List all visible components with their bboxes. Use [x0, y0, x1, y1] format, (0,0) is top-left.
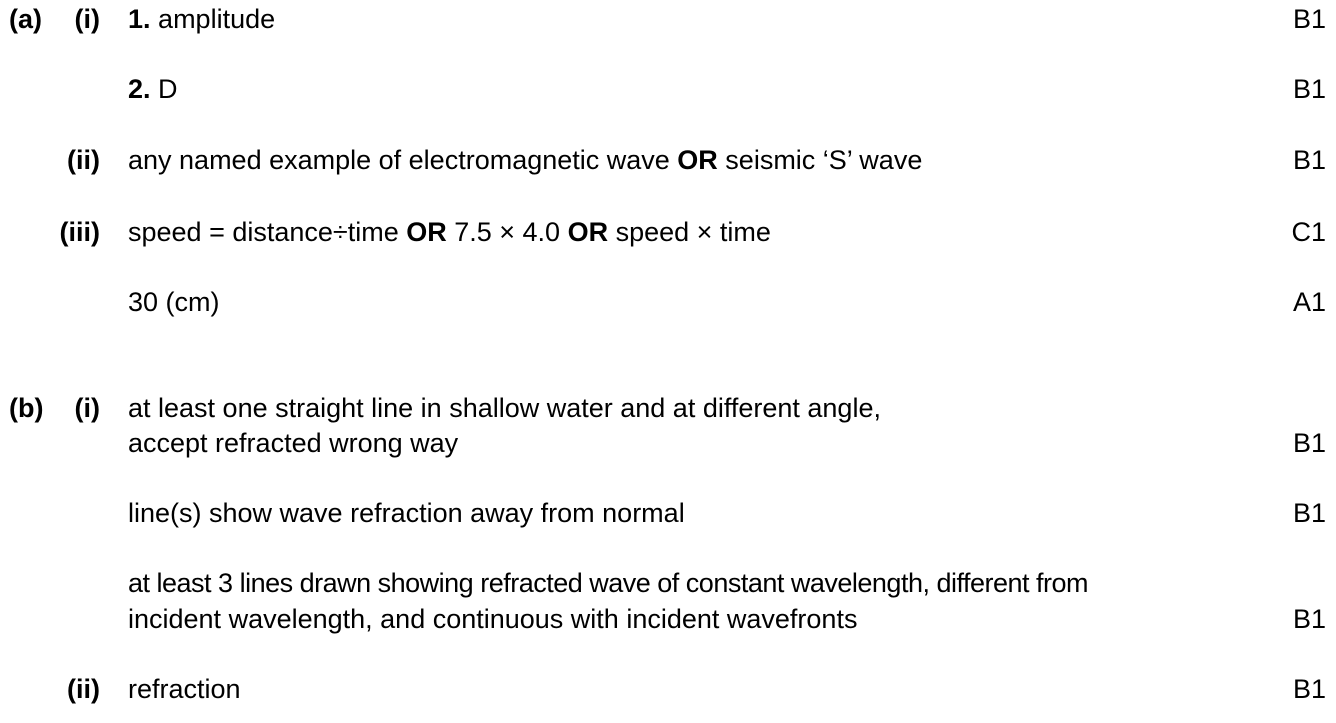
answer-value: 30 (cm): [128, 287, 220, 317]
row-b-ii: [0, 672, 1336, 707]
answer-value: amplitude: [158, 4, 276, 34]
row-b-i-1: [0, 391, 1336, 426]
row-b-i-1-cont: [0, 426, 1336, 461]
subpart-label-iii: (iii): [59, 217, 100, 247]
answer-text: [128, 72, 178, 107]
mark-code: B1: [1292, 498, 1326, 528]
item-number: 2.: [128, 74, 151, 104]
mark-code: A1: [1292, 287, 1326, 317]
row-a-i-2: [0, 72, 1336, 107]
or-keyword: OR: [406, 217, 447, 247]
row-a-iii: [0, 215, 1336, 250]
mark-code: B1: [1292, 74, 1326, 104]
answer-text-part: speed = distance÷time: [128, 217, 407, 247]
mark-code: B1: [1292, 674, 1326, 704]
answer-value: D: [158, 74, 178, 104]
answer-text-line2: accept refracted wrong way: [128, 428, 459, 458]
subpart-label-i: (i): [74, 4, 100, 34]
subpart-label-ii: (ii): [67, 145, 100, 175]
mark-code: C1: [1291, 217, 1326, 247]
answer-value: refraction: [128, 674, 241, 704]
answer-text: [128, 215, 771, 250]
row-b-i-3: [0, 566, 1336, 601]
mark-code: B1: [1292, 4, 1326, 34]
answer-text-part: seismic ‘S’ wave: [717, 145, 923, 175]
row-a-iii-answer: [0, 285, 1336, 320]
mark-code: B1: [1292, 604, 1326, 634]
row-b-i-3-cont: [0, 602, 1336, 637]
mark-code: B1: [1292, 428, 1326, 458]
part-label-a: (a): [9, 4, 42, 34]
answer-text-line2: incident wavelength, and continuous with incident wavefronts: [128, 604, 858, 634]
subpart-label-ii: (ii): [67, 674, 100, 704]
or-keyword: OR: [677, 145, 718, 175]
answer-text-part: speed × time: [608, 217, 771, 247]
answer-text-part: any named example of electromagnetic wave: [128, 145, 678, 175]
item-number: 1.: [128, 4, 151, 34]
mark-code: B1: [1292, 145, 1326, 175]
row-b-i-2: [0, 496, 1336, 531]
or-keyword: OR: [567, 217, 609, 247]
answer-text: line(s) show wave refraction away from normal: [128, 498, 685, 528]
answer-text: [128, 2, 275, 37]
subpart-label-i: (i): [74, 393, 100, 423]
answer-text-part: 7.5 × 4.0: [446, 217, 568, 247]
answer-text: [128, 143, 922, 178]
answer-text-line1: at least 3 lines drawn showing refracted wave of constant wavelength, different from: [128, 568, 1089, 598]
row-a-i-1: [0, 2, 1336, 37]
row-a-ii: [0, 143, 1336, 178]
answer-text-line1: at least one straight line in shallow water and at different angle,: [128, 393, 881, 423]
part-label-b: (b): [9, 393, 44, 423]
